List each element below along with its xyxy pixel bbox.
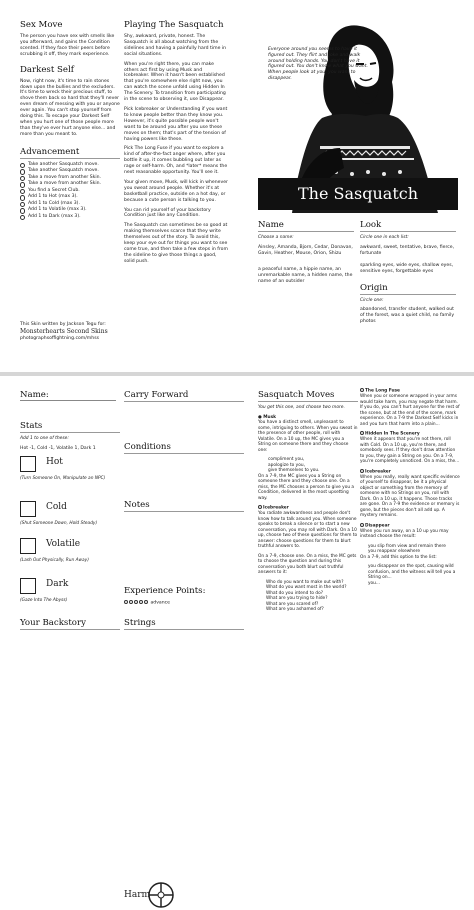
advance-label: advance <box>150 600 170 606</box>
move-text: When you really, really want specific evidence of yourself to disappear, be it a physical object or something from the memory of someone with no Strings on you, roll with Dark. On a 10 up, it happens. Those tracks are gone. On a 7-9 the evidence or memory is gone, but the pieces don't all add up. A mystery remains. <box>360 474 460 518</box>
move-option: Who do you want to make out with? <box>266 579 344 585</box>
move-title: Disappear <box>365 523 390 528</box>
move-text: You radiate awkwardness and people don't know how to talk around you. When someone speaks to break a silence or to start a new conversation, you may roll with Dark. On a 10 up, choose two of these questions for them to answer: choose questions for them to blurt truthful answers to. <box>258 511 358 549</box>
skin-front-page <box>0 0 474 372</box>
stat-box[interactable] <box>20 456 36 472</box>
move-text: When you or someone wrapped in your arms would take harm, you may negate that harm. If you do, you can't hurt anyone for the rest of the scene, but at the end of the scene, mark experience. On a 7-9 the Darkest Self kicks in and you turn that harm into a plain... <box>360 394 460 427</box>
playing-paragraph: The Sasquatch can sometimes be so good at making themselves scarce that they write themselves out of the story. To avoid this, keep your eye out for things you want to see come true, and then take a few steps in from the sideline to give those things a good, solid push. <box>124 223 228 264</box>
origin-heading: Origin <box>360 283 456 295</box>
stat-box[interactable] <box>20 578 36 594</box>
conditions-heading: Conditions <box>124 442 244 454</box>
stat-name: Cold <box>46 502 67 512</box>
character-column <box>20 388 120 452</box>
stat-box[interactable] <box>20 538 36 554</box>
moves-heading: Sasquatch Moves <box>258 390 358 402</box>
move-option: you slip from view and remain there <box>368 543 446 549</box>
harm-wheel-icon[interactable] <box>146 880 176 910</box>
move-option: you... <box>368 580 380 586</box>
move-long-fuse <box>360 388 460 427</box>
move-title: The Long Fuse <box>365 388 400 394</box>
move-checkbox[interactable] <box>360 388 364 392</box>
name-line[interactable] <box>20 400 116 401</box>
move-hidden-in-scenery <box>360 431 460 465</box>
name-section <box>258 218 354 288</box>
stat-name: Hot <box>46 457 63 467</box>
move-text: On a 7-9, choose one. On a miss, the MC gets to choose the question and during this conversation you both blurt out truthful answers to it: <box>258 553 357 575</box>
stats-instruction: Add 1 to one of these: <box>20 436 69 441</box>
move-disappear <box>360 523 460 587</box>
skin-title: The Sasquatch <box>258 178 458 210</box>
move-title: Icebreaker <box>263 505 289 511</box>
moves-column <box>258 388 358 613</box>
experience-section <box>124 584 244 633</box>
stat-moves: (Gaze Into The Abyss) <box>20 598 68 603</box>
move-option: What do you want most in the world? <box>266 585 347 590</box>
advancement-item[interactable]: Add 1 to Hot (max 3). <box>20 194 120 200</box>
advancement-item[interactable]: Take a move from another Skin. <box>20 181 120 187</box>
skin-back-page <box>0 376 474 900</box>
advancement-list <box>20 162 120 220</box>
credit-url[interactable]: photographsoffightning.com/mhss <box>20 335 99 341</box>
move-option: compliment you, <box>268 457 305 462</box>
move-option: What are you trying to hide? <box>266 596 328 601</box>
advancement-item[interactable]: Add 1 to Cold (max 3). <box>20 201 120 207</box>
playing-paragraph: Pick The Long Fuse if you want to explore a kind of after-the-fact anger where, after you bottle it up, it comes bubbling out later as rage or self-harm. Oh, and *later* means the next reasonable opportunity. You'll see it. <box>124 146 228 176</box>
move-title: Hidden In The Scenery <box>365 431 420 437</box>
credit-line: This Skin written by Jackson Tegu for: <box>20 322 106 327</box>
credit-title: Monsterhearts Second Skins <box>20 327 108 335</box>
move-option: give themselves to you. <box>268 468 320 473</box>
stat-name: Dark <box>46 579 69 589</box>
moves-instruction: You get this one, and choose two more. <box>258 405 345 410</box>
advancement-item[interactable]: Take another Sasquatch move. <box>20 168 120 174</box>
move-checkbox[interactable] <box>360 523 364 527</box>
stat-hot <box>20 456 106 481</box>
move-text: When you run away, on a 10 up you may instead choose the result: <box>360 528 449 539</box>
stat-volatile <box>20 538 100 563</box>
move-text: On a 7-9, add this option to the list: <box>360 554 437 560</box>
playing-paragraph: You can rid yourself of your backstory Condition just like any Condition. <box>124 207 211 219</box>
backstory-section <box>20 616 120 633</box>
move-option: apologize to you, <box>268 462 305 468</box>
move-musk: ● Musk You have a distinct smell, unpleasant to some, intriguing to others. When you sweat in the presence of other people, roll with Volatile. On a 10 up, the MC gives you a String on someone there and they choose one: compliment you, apologize to you, give themselves to you. On a 7-9, the MC gives you a String on someone there and they choose one. On a miss, the MC chooses a person to give you a Condition, delivered in the most upsetting way. <box>258 414 358 501</box>
xp-circle[interactable] <box>124 600 128 604</box>
move-option: What are you ashamed of? <box>266 607 324 612</box>
moves-column-right <box>360 388 460 586</box>
name-instruction: Choose a name: <box>258 235 294 240</box>
stat-moves: (Lash Out Physically, Run Away) <box>20 558 89 563</box>
advancement-item[interactable]: Take a move from another Skin. <box>20 175 120 181</box>
advancement-heading: Advancement <box>20 147 120 159</box>
move-text: On a 7-9, the MC gives you a String on someone there and they choose one. On a miss, the MC chooses a person to give you a Condition, delivered in the most upsetting way. <box>258 473 355 501</box>
backstory-heading: Your Backstory <box>20 618 120 630</box>
carry-forward-heading: Carry Forward <box>124 390 244 402</box>
playing-paragraph: Your given move, Musk, will kick in whenever you sweat around people. Whether it's at basketball practice, outside on a hot day, or because a cute person is talking to you. <box>124 179 228 203</box>
darkest-self-heading: Darkest Self <box>20 64 74 75</box>
move-option: you reappear elsewhere <box>368 549 420 554</box>
look-heading: Look <box>360 220 456 232</box>
move-title: Musk <box>263 414 277 420</box>
move-checkbox[interactable] <box>360 431 364 435</box>
origin-options[interactable]: abandoned, transfer student, walked out of the forest, was a quiet child, no family photos <box>360 307 455 325</box>
stats-heading: Stats <box>20 421 120 433</box>
playing-paragraph: Pick Icebreaker or Understanding if you want to know people better than they know you. However, it's quite possible people won't want to be around you after you use these moves on them; that's part of the tension of having powers like these. <box>124 106 228 142</box>
move-option: What do you intend to do? <box>266 590 324 596</box>
look-demeanor-options[interactable]: awkward, sweet, tentative, brave, fierce, fortunate <box>360 244 455 256</box>
experience-track <box>124 600 244 606</box>
sex-move-text: The person you have sex with smells like you afterward, and gains the Condition scented. If they face their peers before scrubbing it off, they mark experience. <box>20 34 115 57</box>
stats-base: Hot -1, Cold -1, Volatile 1, Dark 1 <box>20 445 96 451</box>
darkest-self-text: Now, right now, it's time to rain stones down upon the bullies and the excluders. It's time to wreck their precious stuff, to shove them back so hard that they'll never even dream of messing with you or anyone ever again. You can't stop yourself from doing this. To escape your Darkest Self when you hurt one of those people more than they've ever hurt anyone else... and more than you meant to. <box>20 78 120 137</box>
xp-circle[interactable] <box>139 600 143 604</box>
intro-quote: Everyone around you seems to have it figured out. They flirt and joke and walk around holding hands. You don't have it figured out. You don't know what you want. When people look at you, you want to disappear. <box>268 47 368 81</box>
xp-circle[interactable] <box>129 600 133 604</box>
move-checkbox[interactable] <box>258 505 262 509</box>
move-icebreaker <box>258 505 358 613</box>
look-eyes-options[interactable]: sparkling eyes, wide eyes, shallow eyes, sensitive eyes, forgettable eyes <box>360 262 454 274</box>
look-section <box>360 218 456 329</box>
advancement-item[interactable]: Add 1 to Volatile (max 3). <box>20 207 120 213</box>
left-column <box>20 18 120 220</box>
move-text: When it appears that you're not there, roll with Cold. On a 10 up, you're there, and somebody sees. If they don't draw attention to you, they gain a String on you. On a 7-9, you're completely unnoticed. On a miss, the... <box>360 437 460 464</box>
playing-paragraph: Shy, awkward, private, honest. The Sasquatch is all about watching from the sidelines and having a painfully hard time in social situations. <box>124 34 227 57</box>
move-text: You have a distinct smell, unpleasant to some, intriguing to others. When you sweat in the presence of other people, roll with Volatile. On a 10 up, the MC gives you a String on someone there and they choose one: <box>258 420 358 453</box>
stat-moves: (Turn Someone On, Manipulate an NPC) <box>20 476 106 481</box>
advancement-item[interactable]: Add 1 to Dark (max 3). <box>20 214 120 220</box>
stat-moves: (Shut Someone Down, Hold Steady) <box>20 521 98 526</box>
name-types[interactable]: a peaceful name, a hippie name, an unremarkable name, a hidden name, the name of an outsider <box>258 266 353 284</box>
stat-box[interactable] <box>20 501 36 517</box>
xp-circle[interactable] <box>144 600 148 604</box>
move-title: Icebreaker <box>365 469 391 474</box>
name-heading: Name <box>258 220 354 232</box>
playing-heading: Playing The Sasquatch <box>124 20 224 30</box>
name-label: Name: <box>20 390 49 400</box>
look-instruction: Circle one in each list: <box>360 235 409 240</box>
move-option: What are you scared of? <box>266 601 319 607</box>
notes-heading: Notes <box>124 500 244 512</box>
advancement-item[interactable]: Take another Sasquatch move. <box>20 162 120 168</box>
playing-paragraph: When you're right there, you can make others act first by using Musk and Icebreaker. When it hasn't been established that you're somewhere else right now, you can watch the scene unfold using Hidden In The Scenery. To transition from participating in the scene to observing it, use Disappear. <box>124 61 226 103</box>
move-negatives <box>360 469 460 519</box>
playing-column <box>124 18 228 269</box>
origin-instruction: Circle one: <box>360 297 384 303</box>
credit <box>20 322 120 342</box>
name-options[interactable]: Ainsley, Amanda, Bjorn, Cedar, Donavan, Gavin, Heather, Mouse, Orion, Shizu <box>258 244 353 256</box>
move-checkbox[interactable] <box>360 469 364 473</box>
stat-cold <box>20 501 100 526</box>
advancement-item[interactable]: You find a Secret Club. <box>20 188 120 194</box>
xp-circle[interactable] <box>134 600 138 604</box>
stat-name: Volatile <box>46 539 81 549</box>
sex-move-heading: Sex Move <box>20 20 63 30</box>
stat-dark <box>20 578 100 603</box>
strings-heading: Strings <box>124 618 244 630</box>
experience-heading: Experience Points: <box>124 586 206 596</box>
move-option: you disappear on the spot, causing wild confusion, and the witness will tell you a String on... <box>368 564 456 580</box>
harm-label: Harm <box>124 890 151 900</box>
tracking-column <box>124 388 244 515</box>
